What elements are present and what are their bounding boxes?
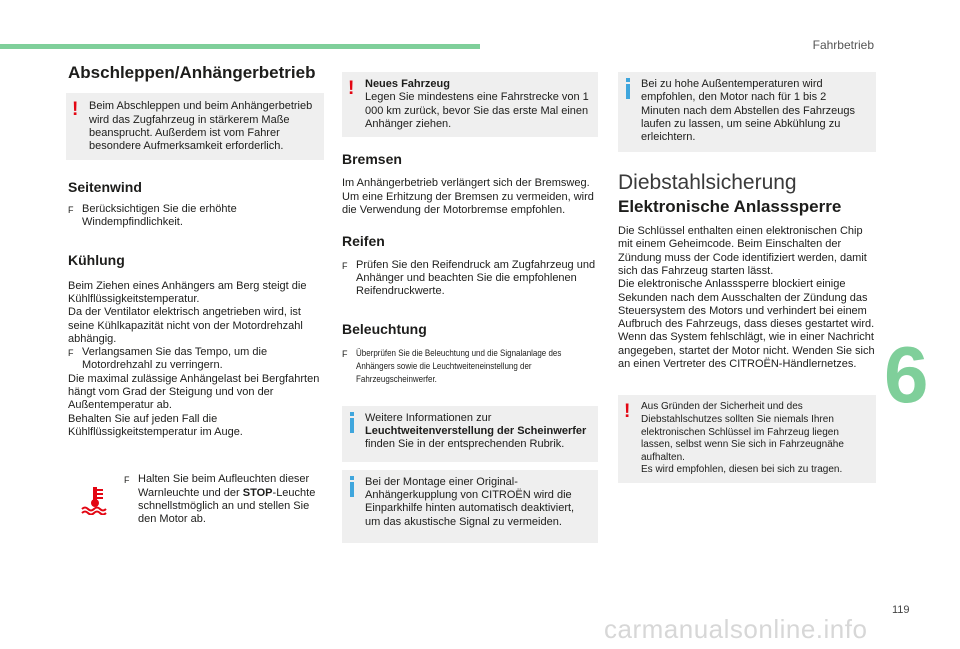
warning-text: Aus Gründen der Sicherheit und des Diebstahlschutzes sollten Sie niemals Ihren elektronischen Schlüssel im Fahrzeug liegen lassen, selbst wenn Sie sich in Fahrzeugnähe aufhalten. [641, 401, 844, 463]
warning-icon: ! [72, 99, 79, 121]
bullet-icon: F [342, 348, 348, 359]
warning-icon: ! [624, 401, 631, 423]
heading-reifen: Reifen [342, 233, 385, 250]
text-segment: Halten Sie beim Aufleuchten dieser Warnleuchte und der [138, 473, 310, 499]
warning-box-towing [66, 93, 324, 160]
info-box-towbar [342, 470, 598, 543]
paragraph: Die Schlüssel enthalten einen elektronischen Chip mit einem Geheimcode. Beim Einschalten der Zündung muss der Code identifiziert werden, damit sich das Fahrzeug starten lässt. [618, 225, 867, 277]
header-accent-bar [0, 44, 480, 49]
bullet-item [68, 346, 326, 373]
info-box-headlamp [342, 406, 598, 462]
info-icon [350, 412, 354, 434]
watermark: carmanualsonline.info [604, 614, 868, 644]
bullet-icon: F [68, 204, 74, 215]
bullet-item [124, 473, 320, 526]
page-title: Abschleppen/Anhängerbetrieb [68, 63, 316, 82]
warning-title: Neues Fahrzeug [365, 78, 450, 90]
bullet-item [68, 203, 326, 230]
paragraph: Wenn das System fehlschlägt, wie in einer Nachricht angegeben, startet der Motor nicht. Wenden Sie sich an einen Vertreter des CITROËN-Händlernetzes. [618, 331, 875, 371]
column-right [618, 72, 876, 483]
text-bold: Leuchtweitenverstellung der Scheinwerfer [365, 425, 587, 438]
bullet-icon: F [68, 348, 74, 359]
heading-bremsen: Bremsen [342, 151, 402, 168]
text-segment: -Leuchte schnellstmöglich an und stellen Sie den Motor ab. [138, 486, 316, 526]
info-icon [626, 78, 630, 100]
heading-beleuchtung: Beleuchtung [342, 320, 427, 337]
paragraph: Die maximal zulässige Anhängelast bei Bergfahrten hängt vom Grad der Steigung und von der Außentemperatur ab. [68, 372, 320, 412]
text-segment: Weitere Informationen zur [365, 411, 492, 424]
warning-box-new-vehicle [342, 72, 598, 137]
bullet-text [138, 473, 320, 526]
paragraph: Um eine Erhitzung der Bremsen zu vermeiden, wird die Verwendung der Motorbremse empfohlen. [342, 190, 594, 217]
paragraph: Beim Ziehen eines Anhängers am Berg steigt die Kühlflüssigkeitstemperatur. [68, 279, 307, 305]
section-label: Fahrbetrieb [812, 38, 874, 52]
bullet-item [342, 259, 598, 299]
text-segment: finden Sie in der entsprechenden Rubrik. [365, 438, 565, 451]
warning-text: Legen Sie mindestens eine Fahrstrecke von 1 000 km zurück, bevor Sie das erste Mal einen Anhänger ziehen. [365, 91, 589, 130]
bullet-icon: F [124, 475, 130, 486]
paragraph: Im Anhängerbetrieb verlängert sich der Bremsweg. [342, 177, 590, 190]
heading-seitenwind: Seitenwind [68, 179, 142, 196]
page-number: 119 [892, 604, 910, 616]
warning-text: Beim Abschleppen und beim Anhängerbetrieb wird das Zugfahrzeug in stärkerem Maße beansprucht. Außerdem ist vom Fahrer besondere Aufmerksamkeit erforderlich. [89, 100, 313, 153]
warning-lamp-block [68, 473, 326, 533]
chapter-number: 6 [884, 330, 929, 419]
column-left [68, 63, 326, 533]
column-middle [342, 72, 598, 543]
info-text: Bei zu hohe Außentemperaturen wird empfohlen, den Motor nach für 1 bis 2 Minuten nach dem Abstellen des Fahrzeugs laufen zu lassen, um seine Abkühlung zu erleichtern. [641, 78, 856, 144]
warning-text: Es wird empfohlen, diesen bei sich zu tragen. [641, 464, 843, 476]
bullet-text: Überprüfen Sie die Beleuchtung und die Signalanlage des Anhängers sowie die Leuchtweiteneinstellung der Fahrzeugscheinwerfer. [356, 347, 562, 384]
heading-kuehlung: Kühlung [68, 252, 125, 269]
info-box-temperature [618, 72, 876, 152]
text-bold: STOP [242, 486, 273, 499]
info-text: Bei der Montage einer Original-Anhängerkupplung von CITROËN wird die Einparkhilfe hinten automatisch deaktiviert, um das akustische Signal zu vermeiden. [365, 475, 575, 528]
bullet-text: Verlangsamen Sie das Tempo, um die Motordrehzahl zu verringern. [82, 346, 268, 372]
bullet-text: Prüfen Sie den Reifendruck am Zugfahrzeug und Anhänger und beachten Sie die empfohlenen Reifendruckwerte. [356, 258, 596, 298]
warning-box-key [618, 395, 876, 483]
info-text [365, 412, 590, 452]
paragraph: Die elektronische Anlasssperre blockiert einige Sekunden nach dem Ausschalten der Zündung das Steuersystem des Motors und verhindert bei einem Aufbruch des Fahrzeugs, dass dieses gestartet wird. [618, 278, 875, 331]
paragraph: Da der Ventilator elektrisch angetrieben wird, ist seine Kühlkapazität nicht von der Motordrehzahl abhängig. [68, 306, 303, 345]
info-icon [350, 476, 354, 498]
heading-diebstahlsicherung: Diebstahlsicherung [618, 171, 797, 195]
bullet-text: Berücksichtigen Sie die erhöhte Windempfindlichkeit. [82, 202, 237, 229]
heading-anlasssperre: Elektronische Anlasssperre [618, 196, 842, 216]
coolant-temperature-warning-icon [80, 485, 110, 515]
warning-icon: ! [348, 78, 355, 99]
bullet-item [342, 347, 598, 386]
paragraph: Behalten Sie auf jeden Fall die Kühlflüssigkeitstemperatur im Auge. [68, 412, 243, 438]
bullet-icon: F [342, 260, 348, 271]
